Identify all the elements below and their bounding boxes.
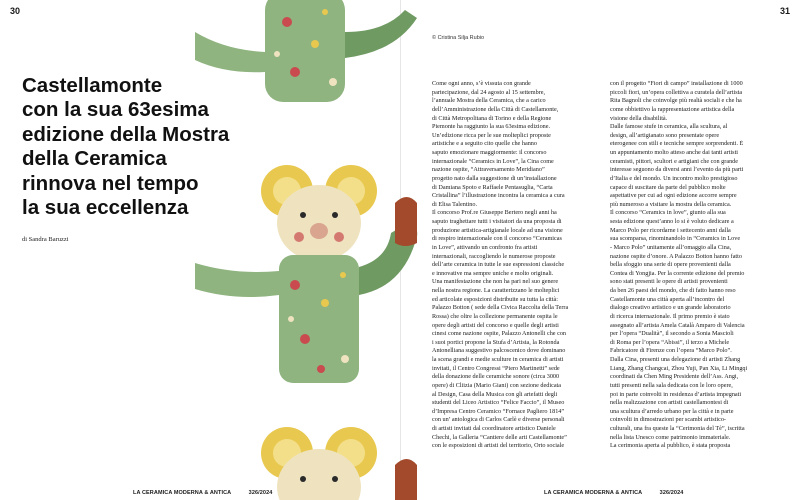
article-text-line: Il concorso “Ceramics in love”, giunto alla sua (610, 209, 726, 217)
article-text-line: Marco Polo per ricordarne i settecento anni dalla (610, 226, 731, 234)
headline-text: la sua (22, 196, 86, 220)
footer-left (133, 490, 272, 496)
article-text-line: di respiro internazionale con il concorso “Ceramicas (432, 235, 562, 243)
article-text-line: produzione artistica-artigianale locale ad una visione (432, 226, 563, 234)
article-text-line: bella sfoggio una serie di opere provenienti dalla (610, 261, 731, 269)
page-number-right: 31 (779, 6, 790, 16)
article-text-line: opere) di Cliizia (Mario Giani) con sezione dedicata (432, 381, 562, 389)
article-text-line: internazionali, raccogliendo le numerose proposte (432, 252, 556, 260)
article-text-line: dell’Amministrazione della Città di Castellamonte, (432, 105, 559, 113)
article-text-line: nella nostra regione. La caratterizzano le molteplici (432, 287, 560, 294)
article-text-line: una scultura d’arredo urbano per la città e in parte (610, 407, 734, 415)
article-text-line: coordinati da Chen Ming Presidente dell’Ass. Angi, (610, 373, 739, 381)
article-text-line: poi in parte coinvolti in residenza d’artista impegnati (610, 390, 742, 398)
article-text-line: di Città Metropolitana di Torino e della Regione (432, 114, 552, 122)
footer-issue-number: 326/2024 (248, 490, 273, 496)
article-text-line: dialogo creativo artistico e un grande laboratorio (610, 304, 731, 312)
headline-bold-word: eccellenza (85, 196, 189, 220)
article-text-line: come obbiettivo la rappresentazione artistica della (610, 105, 735, 113)
article-text-line: d’Impresa Centro Ceramico “Fornace Pagliero 1814” (432, 407, 565, 415)
headline-bold-word: Ceramica (74, 147, 167, 171)
headline-line (22, 172, 252, 196)
article-text-line: della donazione delle ceramiche sonore (circa 3000 (432, 373, 560, 381)
article-text-line: - Marco Polo” unitamente all’omaggio alla Cina, (610, 243, 732, 251)
footer-issue-number: 326/2024 (659, 490, 684, 496)
article-text-line: studenti del Liceo Artistico “Felice Faccio”, il Museo (432, 399, 565, 407)
article-text-line: nella realizzazione con artisti castellamontesi di (610, 399, 729, 407)
headline-text: rinnova nel tempo (22, 171, 199, 195)
figure-nose (310, 223, 328, 239)
article-text-line: di Damiana Spoto e Raffaele Pentasuglia, “Carta (432, 183, 553, 191)
article-text-line: da ben 26 paesi del mondo, che di fatto hanno reso (610, 287, 736, 294)
article-headline (22, 74, 252, 220)
article-text-line: eterogenee con stili e tecniche sempre sorprendenti. È (610, 140, 744, 148)
article-text-line: d’Italia e del mondo. Un incontro molto prestigioso (610, 174, 738, 182)
article-text-line: internazionale “Ceramics in Love”, la Cina come (432, 157, 554, 165)
article-text-line: nella lista Unesco come patrimonio immateriale. (610, 433, 731, 441)
headline-line (22, 196, 252, 220)
article-text-line: Antonelliana suggestivo palcoscenico dove dominano (432, 347, 566, 355)
article-text-line: più numeroso a visitare la mostra della ceramica. (610, 200, 732, 208)
footer-magazine-name: LA CERAMICA MODERNA & ANTICA (544, 490, 643, 496)
article-text-line: opere degli artisti del concorso e quelle degli artisti (432, 321, 559, 329)
article-text-line: Il concorso Prof.re Giuseppe Bertero negli anni ha (432, 209, 557, 217)
article-text-line: capace di suscitare da parte del pubblico molte (610, 183, 726, 191)
article-text-line: l’annuale Mostra della Ceramica, che a carico (432, 97, 546, 105)
article-text-line: in Love”, attivando un confronto fra artisti (432, 243, 538, 251)
article-text-line: Rossa) che oltre la collezione permanente ospita le (432, 312, 558, 320)
article-text-line: culturali, una fra queste la “Cerimonia del Tè”, iscritta (610, 425, 745, 432)
article-text-line: piccoli fiori, un’opera collettiva a curatela dell’artista (610, 88, 743, 96)
article-text-line: la scena grandi e medie sculture in ceramica di artisti (432, 356, 564, 363)
headline-line (22, 98, 252, 122)
headline-line (22, 123, 252, 147)
article-text-line: Un’edizione ricca per le sue molteplici proposte (432, 131, 551, 139)
article-text-line: Rita Bagnoli che coinvolge più realtà sociali e che ha (610, 97, 742, 105)
headline-line (22, 74, 252, 98)
article-text-line: interesse seguono da diversi anni l’evento da più parti (610, 166, 744, 174)
article-text-line: con le esposizioni di artisti del territorio, Orto sociale (432, 442, 565, 450)
article-text-line: con il progetto “Fiori di campo” installazione di 1000 (610, 80, 743, 87)
headline-text: edizione della Mostra (22, 122, 230, 146)
article-text-line: La cerimonia aperta al pubblico, è stata proposta (610, 442, 731, 450)
headline-text: con la sua (22, 98, 128, 122)
article-text-line: aspettative per cui ad ogni edizione accorre sempre (610, 192, 737, 200)
article-text-line: design, all’artigianato sono presentate opere (610, 131, 720, 139)
article-text-line: con un’ antologica di Carlos Carlè e diverse personali (432, 416, 565, 424)
article-text-line: Chechi, la Galleria “Cantiere delle arti Castellamonte” (432, 433, 567, 441)
article-text-line: nazione ospite d’onore. A Palazzo Botton hanno fatto (610, 252, 742, 260)
article-text-line: di Elisa Talentino. (432, 200, 477, 208)
article-text-line: coinvolti in dimostrazioni per scambi artistico- (610, 416, 726, 424)
article-text-line: e innovative ma sempre uniche e molto originali. (432, 269, 554, 277)
article-text-line: sesta edizione quest’anno lo si è voluto dedicare a (610, 218, 734, 225)
article-text-line: ceramisti, pittori, scultori e artigiani che con grande (610, 157, 739, 165)
headline-text: della (22, 147, 75, 171)
article-text-line: Contea di Yongjia. Per la corrente edizione del premio (610, 269, 745, 277)
article-text-line: di Roma per l’opera “Abissi”, il terzo a Michele (610, 338, 730, 346)
article-text-line: nazione ospite, “Attraversamento Meridiano” (432, 166, 545, 174)
page-number-left: 30 (10, 6, 21, 16)
article-text-line: ed articolate esposizioni distribuite su tutta la città: (432, 295, 558, 303)
article-text-line: Dalla Cina, presenti una delegazione di artisti Zhang (610, 356, 741, 363)
article-text-line: di artisti invitati dal coordinatore artistico Daniele (432, 425, 556, 432)
headline-bold-word: 63esima (127, 98, 209, 122)
article-text-line: Castellamonte una città aperta all’incontro del (610, 295, 725, 303)
article-text-line: tutti presenti nella sala dedicata con le loro opere, (610, 381, 733, 389)
article-text-line: i suoi portici propone la Stufa d’Artista, la Rotonda (432, 338, 560, 346)
article-text-line: Una manifestazione che non ha pari nel suo genere (432, 278, 559, 286)
article-text-line: Palazzo Botton ( sede della Civica Raccolta della Terra (432, 304, 569, 312)
headline-line (22, 147, 252, 171)
article-text-line: Cristallina” l’illustrazione incontra la ceramica a cura (432, 192, 565, 200)
headline-bold-word: Castellamonte (22, 74, 163, 97)
article-text-line: saputo emozionare maggiormente: il concorso (432, 149, 547, 156)
article-text-line: saputo traghettare tutti i visitatori da una proposta di (432, 218, 562, 225)
article-text-line: Come ogni anno, s’è vissuta con grande (432, 80, 531, 87)
photo-credit: © Cristina Silja Rubio (432, 35, 485, 41)
article-text-line: cinesi come nazione ospite, Palazzo Antonelli che con (432, 330, 567, 338)
figure-left-arm (195, 32, 265, 72)
article-text-line: un appuntamento molto atteso anche dai tanti artisti (610, 149, 739, 156)
article-text-line: assegnato all’artista Amela Català Amparo di Valencia (610, 321, 745, 329)
article-text-line: Dalle famose stufe in ceramica, alla scultura, al (610, 123, 728, 131)
article-text-line: artistiche e a seguito cito quelle che hanno (432, 140, 537, 148)
article-text-line: visione della disabilità. (610, 114, 668, 122)
footer-magazine-name: LA CERAMICA MODERNA & ANTICA (133, 490, 232, 496)
article-text-line: al Design, Casa della Musica con gli artefatti degli (432, 390, 558, 398)
article-text-line: dell’arte ceramica in tutte le sue espressioni classiche (432, 261, 565, 269)
article-text-line: sono stati presenti le opere di artisti provenienti (610, 278, 728, 286)
article-text-line: di ricerca internazionale. Il primo premio è stato (610, 312, 730, 320)
article-text-line: Fabricatore di Firenze con l’opera “Marco Polo”. (610, 347, 732, 355)
ceramic-figure-image (195, 425, 425, 500)
article-text-line: per l’opera “Dualità”, il secondo a Sonia Mascioli (610, 330, 734, 338)
figure-right-arm (345, 10, 417, 58)
ceramic-mouse-figure-bottom (195, 425, 425, 500)
byline: di Sandra Baruzzi (22, 236, 69, 243)
article-column-2 (610, 80, 792, 451)
article-text-line: invitati, il Centro Congressi “Piero Martinetti” sede (432, 364, 560, 372)
article-text-line: Liang, Zhang Changcai, Zhou Yuji, Pan Xia, Li Mingqi (610, 364, 748, 372)
footer-right (544, 490, 683, 496)
article-text-line: Piemonte ha raggiunto la sua 63esima edizione. (432, 123, 551, 131)
article-text-line: sua scomparsa, rinominandolo in “Ceramics in Love (610, 235, 741, 243)
figure-left-arm (195, 263, 279, 297)
article-text-line: progetto nato dalla suggestione di un’installazione (432, 174, 557, 182)
article-text-line: partecipazione, dal 24 agosto al 15 settembre, (432, 88, 546, 96)
article-column-1 (432, 80, 604, 451)
